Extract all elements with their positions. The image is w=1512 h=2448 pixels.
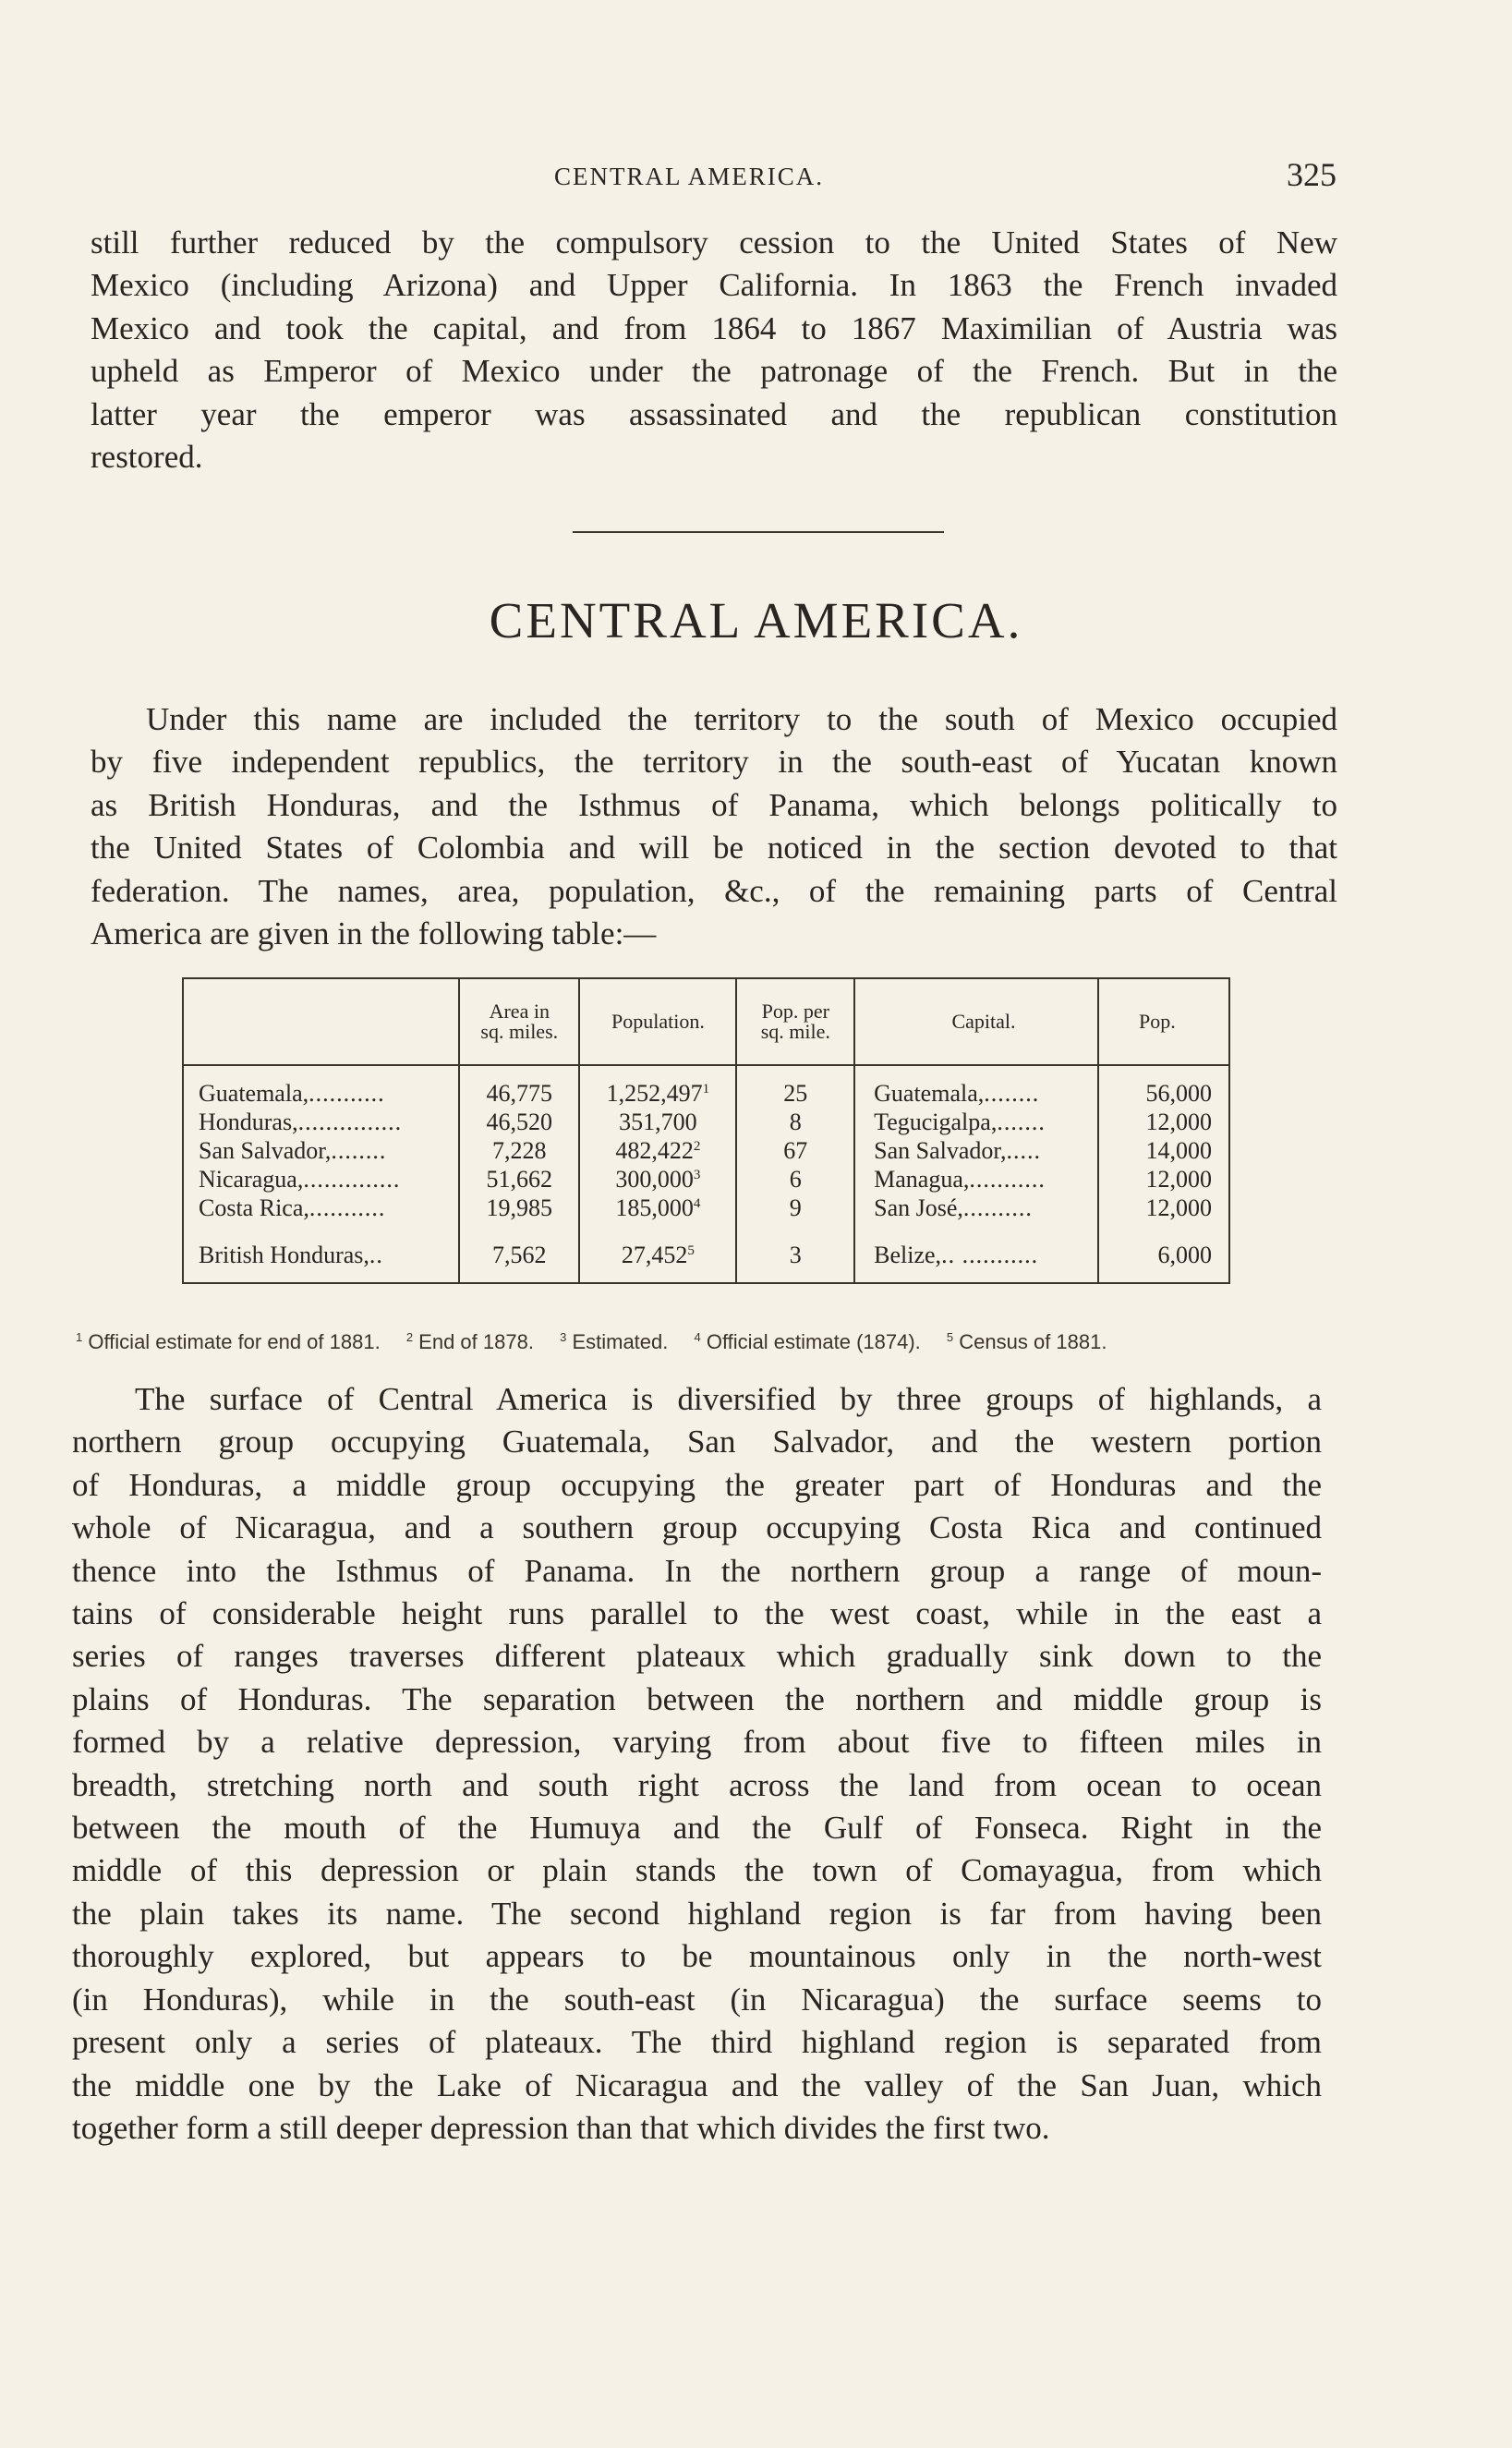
table-row: British Honduras,.. 7,562 27,452$^5$ 3 Belize,.. ........... 6,000 xyxy=(183,1222,1229,1283)
table-row: Honduras,............... 46,520 351,700 8 Tegucigalpa,....... 12,000 xyxy=(183,1108,1229,1136)
text-line: the United States of Colombia and will be noticed in the section devoted to that xyxy=(91,830,1337,866)
text-line: thence into the Isthmus of Panama. In the northern group a range of moun- xyxy=(72,1552,1322,1589)
table-row: San Salvador,........ 7,228 482,422$^2$ 67 San Salvador,..... 14,000 xyxy=(183,1136,1229,1165)
text-line: breadth, stretching north and south right across the land from ocean to ocean xyxy=(72,1766,1322,1803)
section-divider xyxy=(573,531,944,533)
text-line: The surface of Central America is diversified by three groups of highlands, a xyxy=(135,1381,1322,1417)
density-cell: 8 xyxy=(736,1108,854,1136)
state-name: Guatemala, xyxy=(199,1080,309,1107)
footnote-ref: 4 xyxy=(693,1196,701,1211)
table-row: Costa Rica,........... 19,985 185,000$^4$ 9 San José,.......... 12,000 xyxy=(183,1194,1229,1222)
capital-name: Managua, xyxy=(874,1166,970,1193)
text-line: restored. xyxy=(91,439,203,476)
text-line: America are given in the following table:— xyxy=(91,915,657,952)
state-name: Costa Rica, xyxy=(199,1194,309,1221)
header-population: Population. xyxy=(579,978,736,1065)
text-line: still further reduced by the compulsory cession to the United States of New xyxy=(91,224,1337,261)
footnote: $^2$ End of 1878. xyxy=(405,1330,534,1353)
capital-pop-cell: 56,000 xyxy=(1098,1065,1229,1108)
text-line: latter year the emperor was assassinated and the republican constitution xyxy=(91,395,1337,432)
text-line: formed by a relative depression, varying from about five to fifteen miles in xyxy=(72,1724,1322,1761)
table-header-row xyxy=(183,978,1229,1065)
running-head xyxy=(0,155,1512,201)
footnote-ref: 1 xyxy=(702,1082,710,1097)
paragraph-mexico-history xyxy=(91,222,1337,479)
table-footnotes xyxy=(76,1330,1369,1354)
page-number: 325 xyxy=(1287,156,1337,193)
density-cell: 9 xyxy=(736,1194,854,1222)
capital-name: Belize, xyxy=(874,1242,942,1268)
paragraph-introduction xyxy=(91,698,1337,955)
state-name: Nicaragua, xyxy=(199,1166,304,1193)
population-cell: 27,452 xyxy=(621,1242,688,1268)
text-line: plains of Honduras. The separation between the northern and middle group is xyxy=(72,1680,1322,1717)
text-line: between the mouth of the Humuya and the Gulf of Fonseca. Right in the xyxy=(72,1810,1322,1847)
footnote: $^4$ Official estimate (1874). xyxy=(694,1330,921,1353)
state-name: San Salvador, xyxy=(199,1137,332,1164)
state-name: British Honduras, xyxy=(199,1242,369,1268)
capital-pop-cell: 12,000 xyxy=(1098,1194,1229,1222)
capital-name: Tegucigalpa, xyxy=(874,1109,998,1135)
area-cell: 46,520 xyxy=(459,1108,579,1136)
table-row: Guatemala,........... 46,775 1,252,497$^1$ 25 Guatemala,........ 56,000 xyxy=(183,1065,1229,1108)
header-state xyxy=(183,978,459,1065)
text-line: upheld as Emperor of Mexico under the patronage of the French. But in the xyxy=(91,353,1337,390)
population-cell: 185,000 xyxy=(615,1194,694,1221)
text-line: present only a series of plateaux. The third highland region is separated from xyxy=(72,2024,1322,2061)
text-line: Under this name are included the territory to the south of Mexico occupied xyxy=(146,701,1337,737)
capital-pop-cell: 6,000 xyxy=(1098,1222,1229,1283)
table-row: Nicaragua,.............. 51,662 300,000$^3$ 6 Managua,........... 12,000 xyxy=(183,1165,1229,1194)
central-america-statistics-table xyxy=(182,977,1230,1284)
text-line: of Honduras, a middle group occupying the greater part of Honduras and the xyxy=(72,1466,1322,1503)
density-cell: 67 xyxy=(736,1136,854,1165)
capital-pop-cell: 12,000 xyxy=(1098,1165,1229,1194)
capital-name: Guatemala, xyxy=(874,1080,985,1107)
capital-name: San José, xyxy=(874,1194,963,1221)
footnote-ref: 3 xyxy=(693,1168,701,1182)
density-cell: 3 xyxy=(736,1222,854,1283)
density-cell: 25 xyxy=(736,1065,854,1108)
text-line: by five independent republics, the territory in the south-east of Yucatan known xyxy=(91,744,1337,781)
section-heading: CENTRAL AMERICA. xyxy=(489,592,1023,648)
text-line: tains of considerable height runs parallel to the west coast, while in the east a xyxy=(72,1595,1322,1632)
header-capital-pop: Pop. xyxy=(1098,978,1229,1065)
footnote-ref: 5 xyxy=(687,1243,695,1258)
footnote: $^5$ Census of 1881. xyxy=(946,1330,1107,1353)
text-line: as British Honduras, and the Isthmus of Panama, which belongs politically to xyxy=(91,786,1337,823)
area-cell: 51,662 xyxy=(459,1165,579,1194)
population-cell: 1,252,497 xyxy=(606,1080,703,1107)
text-line: the middle one by the Lake of Nicaragua and the valley of the San Juan, which xyxy=(72,2066,1322,2103)
area-cell: 7,562 xyxy=(459,1222,579,1283)
footnote-ref: 2 xyxy=(693,1139,701,1154)
footnote: $^3$ Estimated. xyxy=(560,1330,669,1353)
area-cell: 46,775 xyxy=(459,1065,579,1108)
text-line: federation. The names, area, population, &c., of the remaining parts of Central xyxy=(91,872,1337,909)
text-line: Mexico (including Arizona) and Upper California. In 1863 the French invaded xyxy=(91,267,1337,304)
text-line: middle of this depression or plain stands the town of Comayagua, from which xyxy=(72,1852,1322,1889)
capital-pop-cell: 14,000 xyxy=(1098,1136,1229,1165)
capital-pop-cell: 12,000 xyxy=(1098,1108,1229,1136)
state-name: Honduras, xyxy=(199,1109,298,1135)
area-cell: 7,228 xyxy=(459,1136,579,1165)
header-capital: Capital. xyxy=(854,978,1098,1065)
capital-name: San Salvador, xyxy=(874,1137,1007,1164)
text-line: Mexico and took the capital, and from 1864 to 1867 Maximilian of Austria was xyxy=(91,309,1337,346)
density-cell: 6 xyxy=(736,1165,854,1194)
area-cell: 19,985 xyxy=(459,1194,579,1222)
text-line: together form a still deeper depression than that which divides the first two. xyxy=(72,2109,1050,2146)
text-line: whole of Nicaragua, and a southern group occupying Costa Rica and continued xyxy=(72,1509,1322,1546)
text-line: northern group occupying Guatemala, San Salvador, and the western portion xyxy=(72,1424,1322,1460)
header-pop-per-sq-mile: Pop. per sq. mile. xyxy=(736,978,854,1065)
running-title: CENTRAL AMERICA. xyxy=(554,163,825,190)
text-line: the plain takes its name. The second highland region is far from having been xyxy=(72,1895,1322,1932)
paragraph-surface-description xyxy=(72,1378,1322,2150)
population-cell: 300,000 xyxy=(615,1166,694,1193)
population-cell: 482,422 xyxy=(615,1137,694,1164)
footnote: $^1$ Official estimate for end of 1881. xyxy=(76,1330,381,1353)
text-line: series of ranges traverses different plateaux which gradually sink down to the xyxy=(72,1638,1322,1675)
text-line: (in Honduras), while in the south-east (in Nicaragua) the surface seems to xyxy=(72,1981,1322,2018)
text-line: thoroughly explored, but appears to be mountainous only in the north-west xyxy=(72,1938,1322,1975)
population-cell: 351,700 xyxy=(619,1109,697,1135)
header-area: Area in sq. miles. xyxy=(459,978,579,1065)
